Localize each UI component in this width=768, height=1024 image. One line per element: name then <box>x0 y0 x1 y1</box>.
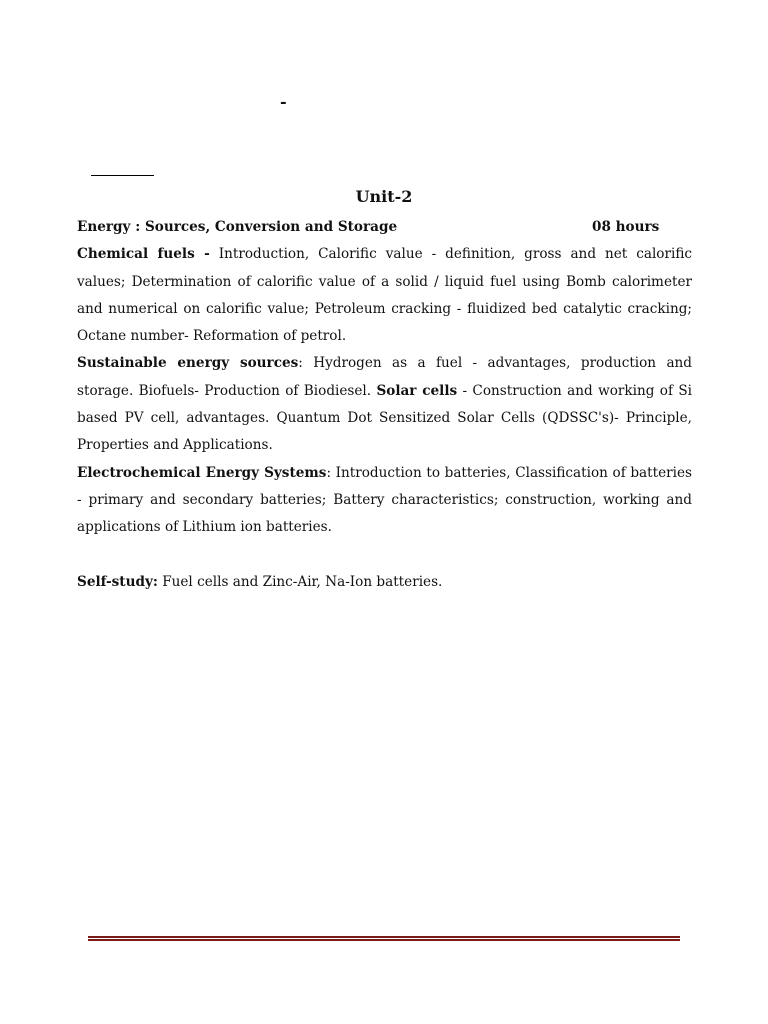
paragraph-gap <box>77 542 692 569</box>
unit-hours: 08 hours <box>592 219 660 235</box>
electrochemical-label: Electrochemical Energy Systems <box>77 464 327 481</box>
unit-title: Unit-2 <box>355 187 413 206</box>
solar-cells-text: - Construction and working of Si based PV cell, advantages. Quantum Dot Sensitized Solar Cells (QDSSC's)- Principle, Properties and Applications. <box>77 382 692 454</box>
short-divider <box>91 175 154 176</box>
chemical-fuels-text: Introduction, Calorific value - definition, gross and net calorific values; Determination of calorific value of a solid / liquid fuel using Bomb calorimeter and numerical on calorific value; Petroleum cracking - fluidized bed catalytic cracking; Octane number- Reformation of petrol. <box>77 246 693 345</box>
chemical-fuels-paragraph <box>77 241 692 350</box>
chemical-fuels-label: Chemical fuels - <box>77 246 210 263</box>
self-study-label: Self-study: <box>77 573 158 590</box>
self-study-text: Fuel cells and Zinc-Air, Na-Ion batteries. <box>157 573 443 590</box>
sustainable-energy-paragraph <box>77 350 692 459</box>
electrochemical-text: : Introduction to batteries, Classification of batteries - primary and secondary batteries; Battery characteristics; construction, working and applications of Lithium ion batteries. <box>77 464 692 536</box>
syllabus-content <box>77 214 692 596</box>
electrochemical-paragraph <box>77 460 692 542</box>
unit-heading: Energy : Sources, Conversion and Storage <box>77 219 398 235</box>
unit-heading-row <box>77 214 692 241</box>
solar-cells-label: Solar cells <box>376 382 458 399</box>
sustainable-energy-label: Sustainable energy sources <box>77 355 299 372</box>
self-study-paragraph <box>77 569 692 596</box>
sustainable-energy-text: : Hydrogen as a fuel - advantages, production and storage. Biofuels- Production of Biodiesel. <box>77 355 693 399</box>
footer-double-rule <box>88 936 680 941</box>
header-dash: - <box>280 92 287 111</box>
